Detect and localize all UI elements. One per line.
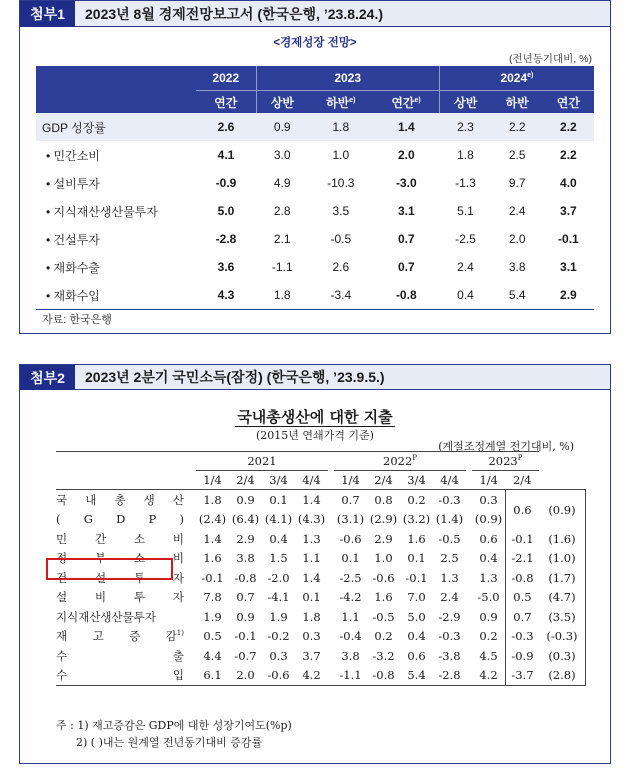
quarter-header: 1/4 [196, 471, 229, 490]
label-char: 증 [129, 629, 141, 644]
label-char: 출 [172, 648, 184, 663]
growth-forecast-table [36, 66, 594, 310]
footnote-2: 2) ( )내는 원계열 전년동기대비 증감률 [76, 736, 263, 749]
label-char: 자 [172, 570, 184, 585]
value-cell: 1.4 [203, 531, 222, 546]
latest-yoy: (1.0) [539, 549, 586, 569]
latest-value: 0.5 [506, 588, 539, 608]
value-cell: 1.0 [374, 551, 393, 566]
value-cell: -0.6 [372, 570, 395, 585]
gdp-growth-row [36, 113, 594, 141]
value-cell: 2.0 [397, 148, 415, 162]
footnote-marker: 1) [176, 629, 184, 638]
latest-yoy: (-0.3) [539, 627, 586, 647]
row-label: • 설비투자 [46, 176, 100, 191]
value-cell: 2.4 [440, 590, 459, 605]
component-row [36, 225, 594, 253]
row-label [56, 646, 190, 666]
value-cell: 3.8 [508, 260, 526, 274]
period-header: 하반 [492, 91, 543, 114]
value-cell: -0.6 [262, 666, 295, 686]
gdp-row [56, 490, 586, 510]
value-cell: -5.0 [477, 590, 500, 605]
label-char: 비 [172, 531, 184, 546]
label-char: 설 [56, 590, 68, 605]
value-cell: 9.7 [508, 176, 526, 190]
row-label: GDP 성장률 [36, 113, 196, 141]
value-cell: 2.9 [374, 531, 393, 546]
value-cell: -3.0 [395, 176, 417, 190]
row-label: • 건설투자 [46, 232, 100, 247]
latest-yoy: (3.5) [539, 607, 586, 627]
value-cell: 1.1 [341, 609, 360, 624]
value-cell: 5.4 [400, 666, 433, 686]
value-cell: 0.4 [269, 531, 288, 546]
value-cell: 5.0 [217, 204, 235, 218]
latest-yoy: (1.7) [539, 568, 586, 588]
value-cell: 4.4 [203, 648, 222, 663]
row-label [56, 666, 190, 686]
value-cell: -0.1 [558, 232, 579, 246]
value-cell: -2.8 [215, 232, 237, 246]
value-cell: 0.2 [479, 629, 498, 644]
label-char: 고 [92, 629, 104, 644]
value-cell: (2.4) [198, 512, 227, 527]
latest-value: -0.9 [506, 646, 539, 666]
latest-value: -0.1 [506, 529, 539, 549]
latest-yoy: (0.9) [548, 502, 576, 517]
value-cell: (1.4) [435, 512, 464, 527]
label-char: 수 [56, 668, 68, 683]
value-cell: 0.3 [479, 492, 498, 507]
value-cell: 5.4 [492, 281, 543, 310]
value-cell: 0.2 [374, 629, 393, 644]
value-cell: 1.4 [302, 492, 321, 507]
value-cell: 0.6 [479, 531, 498, 546]
year-2021: 2021 [196, 452, 328, 471]
label-char: 입 [172, 668, 184, 683]
value-cell: 0.9 [479, 609, 498, 624]
value-cell: 0.6 [407, 648, 426, 663]
label-char: 내 [85, 492, 97, 507]
spaced-label [56, 512, 184, 526]
value-cell: 1.9 [203, 609, 222, 624]
value-cell: 3.0 [273, 148, 291, 162]
value-cell: -4.1 [267, 590, 290, 605]
value-cell: -0.6 [339, 531, 362, 546]
component-row [56, 627, 586, 647]
value-cell: -0.1 [201, 570, 224, 585]
value-cell: 0.1 [341, 551, 360, 566]
label-char: 비 [94, 590, 107, 605]
year-2022: 2022 [196, 66, 256, 91]
label-char: G [83, 512, 93, 527]
label-char: 부 [94, 551, 107, 566]
attachment-2-panel [19, 364, 611, 764]
period-header: 상반 [439, 91, 491, 114]
value-cell: 3.8 [341, 648, 360, 663]
label-char: D [116, 512, 126, 527]
value-cell: 3.1 [397, 204, 415, 218]
value-cell: -0.1 [234, 629, 257, 644]
row-label [56, 529, 190, 549]
value-cell: 0.7 [236, 590, 255, 605]
value-cell: 1.4 [302, 570, 321, 585]
value-cell: -0.7 [234, 648, 257, 663]
attachment-1-panel [19, 0, 611, 334]
value-cell: 2.9 [236, 531, 255, 546]
quarter-header: 1/4 [472, 471, 506, 490]
year-2024: 2024$^{e)}$ [439, 66, 594, 91]
value-cell: -1.1 [334, 666, 367, 686]
price-base-note: (2015년 연쇄가격 기준) [256, 429, 374, 442]
quarter-header: 2/4 [229, 471, 262, 490]
value-cell: 2.6 [196, 113, 256, 141]
value-cell: 1.1 [302, 551, 321, 566]
latest-value: -0.8 [506, 568, 539, 588]
value-cell: 7.8 [203, 590, 222, 605]
value-cell: -0.8 [367, 666, 400, 686]
unit-note: (계절조정계열 전기대비, %) [438, 440, 574, 453]
quarter-header: 3/4 [262, 471, 295, 490]
label-char: 비 [172, 551, 184, 566]
value-cell: (4.3) [297, 512, 326, 527]
quarter-header: 1/4 [334, 471, 367, 490]
row-label: • 재화수입 [36, 281, 196, 310]
quarter-header-row [56, 471, 586, 490]
year-2022: $2022^P$ [334, 452, 466, 471]
value-cell: 0.1 [269, 492, 288, 507]
value-cell: -0.8 [373, 281, 439, 310]
value-cell: -1.3 [455, 176, 476, 190]
value-cell: -10.3 [327, 176, 355, 190]
value-cell: 2.8 [273, 204, 291, 218]
value-cell: 3.1 [560, 260, 577, 274]
label-char: 설 [94, 570, 107, 585]
latest-yoy: (4.7) [539, 588, 586, 608]
label-char: 투 [133, 590, 146, 605]
value-cell: 4.3 [196, 281, 256, 310]
year-2023: 2023 [256, 66, 439, 91]
value-cell: 1.8 [457, 148, 474, 162]
value-cell: 0.4 [407, 629, 426, 644]
value-cell: 4.1 [217, 148, 235, 162]
value-cell: 2.1 [273, 232, 291, 246]
label-char: ( [56, 512, 61, 527]
value-cell: 2.2 [492, 113, 543, 141]
label-char: 건 [56, 570, 68, 585]
quarter-header: 3/4 [400, 471, 433, 490]
value-cell: -2.9 [438, 609, 461, 624]
value-cell: 0.9 [256, 113, 308, 141]
value-cell: 1.5 [269, 551, 288, 566]
unit-note: (전년동기대비, %) [508, 53, 592, 65]
value-cell: (0.9) [474, 512, 503, 527]
value-cell: -0.1 [405, 570, 428, 585]
value-cell: 2.4 [457, 260, 474, 274]
component-row [36, 169, 594, 197]
latest-value: -2.1 [506, 549, 539, 569]
value-cell: (4.1) [264, 512, 293, 527]
label-char: 국 [56, 492, 68, 507]
period-header: 연간$^{e)}$ [373, 91, 439, 114]
value-cell: 2.6 [332, 260, 350, 274]
value-cell: -3.8 [438, 648, 461, 663]
value-cell: -2.0 [267, 570, 290, 585]
latest-value: -0.3 [506, 627, 539, 647]
label-char: 소 [133, 551, 146, 566]
value-cell: 0.7 [397, 232, 415, 246]
value-cell: -0.4 [339, 629, 362, 644]
value-cell: 0.9 [236, 609, 255, 624]
year-header-row [56, 452, 586, 471]
value-cell: 3.6 [217, 260, 235, 274]
value-cell: 0.1 [302, 590, 321, 605]
row-label [56, 627, 190, 647]
value-cell: 0.1 [407, 551, 426, 566]
latest-quarter-cell [506, 490, 539, 530]
footnote-1: 주 : 1) 재고증감은 GDP에 대한 성장기여도(%p) [56, 719, 292, 732]
component-row [36, 281, 594, 310]
value-cell: 4.2 [295, 666, 328, 686]
label-char: 민 [56, 531, 68, 546]
period-header-row [36, 91, 594, 114]
value-cell: (6.4) [231, 512, 260, 527]
value-cell: -2.8 [433, 666, 466, 686]
value-cell: -0.5 [372, 609, 395, 624]
component-row [36, 141, 594, 169]
value-cell: 2.3 [439, 113, 491, 141]
spaced-label [56, 492, 184, 508]
value-cell: -3.4 [308, 281, 373, 310]
component-row [56, 529, 586, 549]
value-cell: 6.1 [196, 666, 229, 686]
label-char: 자 [172, 590, 184, 605]
spaced-label [56, 667, 184, 683]
value-cell: 3.7 [560, 204, 577, 218]
label-char: ) [179, 512, 184, 527]
value-cell: 2.0 [229, 666, 262, 686]
quarter-header: 2/4 [367, 471, 400, 490]
value-cell: 1.4 [373, 113, 439, 141]
value-cell: 1.6 [203, 551, 222, 566]
label-char: 투 [133, 570, 146, 585]
latest-value: 0.7 [506, 607, 539, 627]
government-consumption-highlight [46, 558, 173, 580]
value-cell: 1.6 [407, 531, 426, 546]
label-char: 감$^{1)}$ [165, 629, 184, 644]
value-cell: 0.7 [341, 492, 360, 507]
label-char: 생 [143, 492, 155, 507]
value-cell: (2.9) [369, 512, 398, 527]
label-char: 정 [56, 551, 68, 566]
quarter-header: 4/4 [433, 471, 466, 490]
component-row [56, 607, 586, 627]
attachment-1-tag: 첨부1 [20, 1, 75, 27]
latest-yoy: (0.3) [539, 646, 586, 666]
spaced-label [56, 589, 184, 605]
value-cell: 3.5 [332, 204, 350, 218]
value-cell: 1.8 [302, 609, 321, 624]
label-text: 지식재산생산물투자 [56, 609, 156, 624]
value-cell: 0.5 [203, 629, 222, 644]
value-cell: 0.3 [302, 629, 321, 644]
value-cell: -0.9 [215, 176, 237, 190]
value-cell: 1.8 [203, 492, 222, 507]
growth-forecast-subtitle: <경제성장 전망> [273, 37, 357, 49]
value-cell: 3.8 [236, 551, 255, 566]
source-note: 자료: 한국은행 [42, 314, 112, 326]
footnotes [56, 717, 292, 751]
value-cell: -2.5 [339, 570, 362, 585]
latest-yoy: (2.8) [539, 666, 586, 686]
period-header: 상반 [256, 91, 308, 114]
period-header: 연간 [196, 91, 256, 114]
value-cell: 2.9 [543, 281, 594, 310]
label-char: 재 [56, 629, 68, 644]
value-cell: 7.0 [407, 590, 426, 605]
value-cell: 2.2 [543, 113, 594, 141]
value-cell: 2.5 [508, 148, 526, 162]
value-cell: -0.5 [330, 232, 352, 246]
value-cell: (3.2) [402, 512, 431, 527]
value-cell: 1.3 [302, 531, 321, 546]
value-cell: -3.2 [372, 648, 395, 663]
value-cell: 0.7 [397, 260, 415, 274]
value-cell: 1.0 [332, 148, 350, 162]
value-cell: -1.1 [271, 260, 293, 274]
year-header-row [36, 66, 594, 91]
row-label: • 지식재산생산물투자 [46, 204, 158, 219]
row-label: • 재화수출 [46, 260, 100, 275]
value-cell: 0.9 [236, 492, 255, 507]
row-label [56, 607, 190, 627]
value-cell: 2.2 [560, 148, 577, 162]
value-cell: -0.5 [438, 531, 461, 546]
quarter-header: 2/4 [506, 471, 539, 490]
spaced-label [56, 648, 184, 664]
gdp-label [56, 510, 190, 530]
value-cell: 1.8 [308, 113, 373, 141]
value-cell: 3.7 [302, 648, 321, 663]
label-char: 수 [56, 648, 68, 663]
value-cell: (3.1) [336, 512, 365, 527]
period-header: 연간 [543, 91, 594, 114]
value-cell: 0.8 [374, 492, 393, 507]
component-row [56, 666, 586, 686]
gdp-expenditure-heading: 국내총생산에 대한 지출 [237, 408, 393, 426]
spaced-label [56, 628, 184, 644]
component-row [56, 646, 586, 666]
value-cell: 5.0 [407, 609, 426, 624]
value-cell: -0.2 [267, 629, 290, 644]
value-cell: -0.3 [438, 629, 461, 644]
value-cell: 4.5 [479, 648, 498, 663]
latest-yoy: (1.6) [539, 529, 586, 549]
row-label: • 민간소비 [46, 148, 100, 163]
label-char: 총 [114, 492, 126, 507]
spaced-label [56, 531, 184, 547]
label-char: P [148, 512, 157, 527]
row-label [56, 588, 190, 608]
year-2023: $2023^P$ [472, 452, 539, 471]
value-cell: -2.5 [455, 232, 476, 246]
attachment-1-title: 2023년 8월 경제전망보고서 (한국은행, ’23.8.24.) [75, 1, 610, 27]
value-cell: 0.3 [269, 648, 288, 663]
value-cell: 1.9 [269, 609, 288, 624]
component-row [36, 197, 594, 225]
value-cell: 2.0 [508, 232, 526, 246]
value-cell: 2.5 [440, 551, 459, 566]
value-cell: 4.2 [472, 666, 506, 686]
value-cell: 1.6 [374, 590, 393, 605]
latest-value: -3.7 [506, 666, 539, 686]
attachment-2-tag: 첨부2 [20, 365, 75, 390]
value-cell: 1.3 [479, 570, 498, 585]
label-char: 간 [94, 531, 107, 546]
value-cell: 2.4 [508, 204, 526, 218]
value-cell: -0.3 [438, 492, 461, 507]
value-cell: 4.9 [273, 176, 291, 190]
label-char: 소 [133, 531, 146, 546]
component-row [36, 253, 594, 281]
value-cell: 1.3 [440, 570, 459, 585]
value-cell: 0.2 [407, 492, 426, 507]
value-cell: 4.0 [560, 176, 577, 190]
quarter-header: 4/4 [295, 471, 328, 490]
value-cell: -4.2 [339, 590, 362, 605]
value-cell: 5.1 [457, 204, 474, 218]
value-cell: 0.4 [439, 281, 491, 310]
latest-value: 0.6 [513, 502, 532, 517]
label-char: 산 [172, 492, 184, 507]
value-cell: 1.8 [256, 281, 308, 310]
value-cell: 0.4 [479, 551, 498, 566]
value-cell: -0.8 [234, 570, 257, 585]
component-row [56, 588, 586, 608]
attachment-2-title: 2023년 2분기 국민소득(잠정) (한국은행, ’23.9.5.) [75, 365, 610, 390]
latest-yoy-cell [539, 490, 586, 530]
period-header: 하반$^{e)}$ [308, 91, 373, 114]
gdp-label [56, 490, 190, 510]
